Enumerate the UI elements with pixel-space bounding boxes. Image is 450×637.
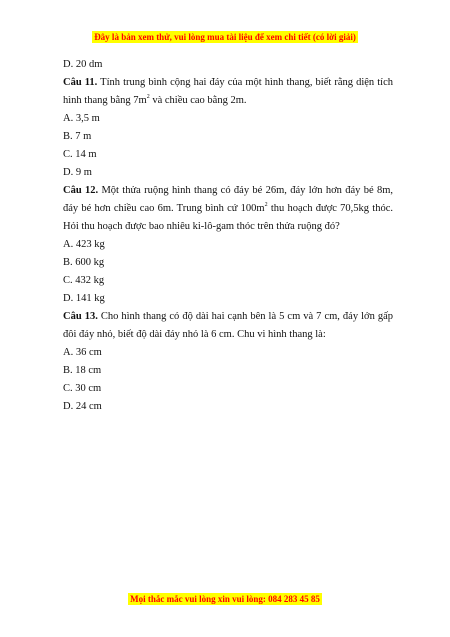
q11-option-b: B. 7 m: [63, 131, 92, 142]
q12-text-part2: thu hoạch được 70,5kg thóc. Hỏi thu hoạch được bao nhiêu ki-lô-gam thóc trên thửa ruộng đó?: [63, 203, 393, 232]
q13-option-d: D. 24 cm: [63, 401, 102, 412]
q12-superscript: 2: [264, 202, 268, 208]
q12-label: Câu 12.: [63, 185, 99, 196]
q11-stem: [63, 74, 393, 110]
q13-option-c: C. 30 cm: [63, 383, 102, 394]
q10-option-d: D. 20 dm: [63, 59, 103, 70]
q13-option-b: B. 18 cm: [63, 365, 102, 376]
q11-text-part1: Tính trung bình cộng hai đáy của một hình thang, biết rằng diện tích hình thang bằng 7m: [63, 77, 393, 106]
q13-label: Câu 13.: [63, 311, 98, 322]
q12-stem: [63, 182, 393, 236]
preview-notice-text: Đây là bản xem thử, vui lòng mua tài liệu để xem chi tiết (có lời giải): [94, 32, 356, 42]
q12-option-a: A. 423 kg: [63, 239, 105, 250]
q12-option-b: B. 600 kg: [63, 257, 105, 268]
contact-notice-text: Mọi thắc mắc vui lòng xin vui lòng: 084 283 45 85: [130, 594, 320, 604]
q13-text: Cho hình thang có độ dài hai cạnh bên là 5 cm và 7 cm, đáy lớn gấp đôi đáy nhỏ, biết độ dài đáy nhỏ là 6 cm. Chu vi hình thang là:: [63, 311, 393, 340]
q11-option-d: D. 9 m: [63, 167, 92, 178]
q11-option-c: C. 14 m: [63, 149, 97, 160]
contact-notice-footer: [0, 589, 450, 607]
document-body: [63, 56, 393, 416]
q12-option-d: D. 141 kg: [63, 293, 105, 304]
q11-text-part2: và chiều cao bằng 2m.: [149, 95, 247, 106]
preview-notice-banner: [0, 27, 450, 45]
q12-option-c: C. 432 kg: [63, 275, 105, 286]
q12-text-part1: Một thửa ruộng hình thang có đáy bé 26m, đáy lớn hơn đáy bé 8m, đáy bé hơn chiều cao 6m. Trung bình cứ 100m: [63, 185, 393, 214]
q11-superscript: 2: [146, 94, 150, 100]
q11-label: Câu 11.: [63, 77, 98, 88]
q13-option-a: A. 36 cm: [63, 347, 102, 358]
q13-stem: [63, 308, 393, 344]
q11-option-a: A. 3,5 m: [63, 113, 100, 124]
